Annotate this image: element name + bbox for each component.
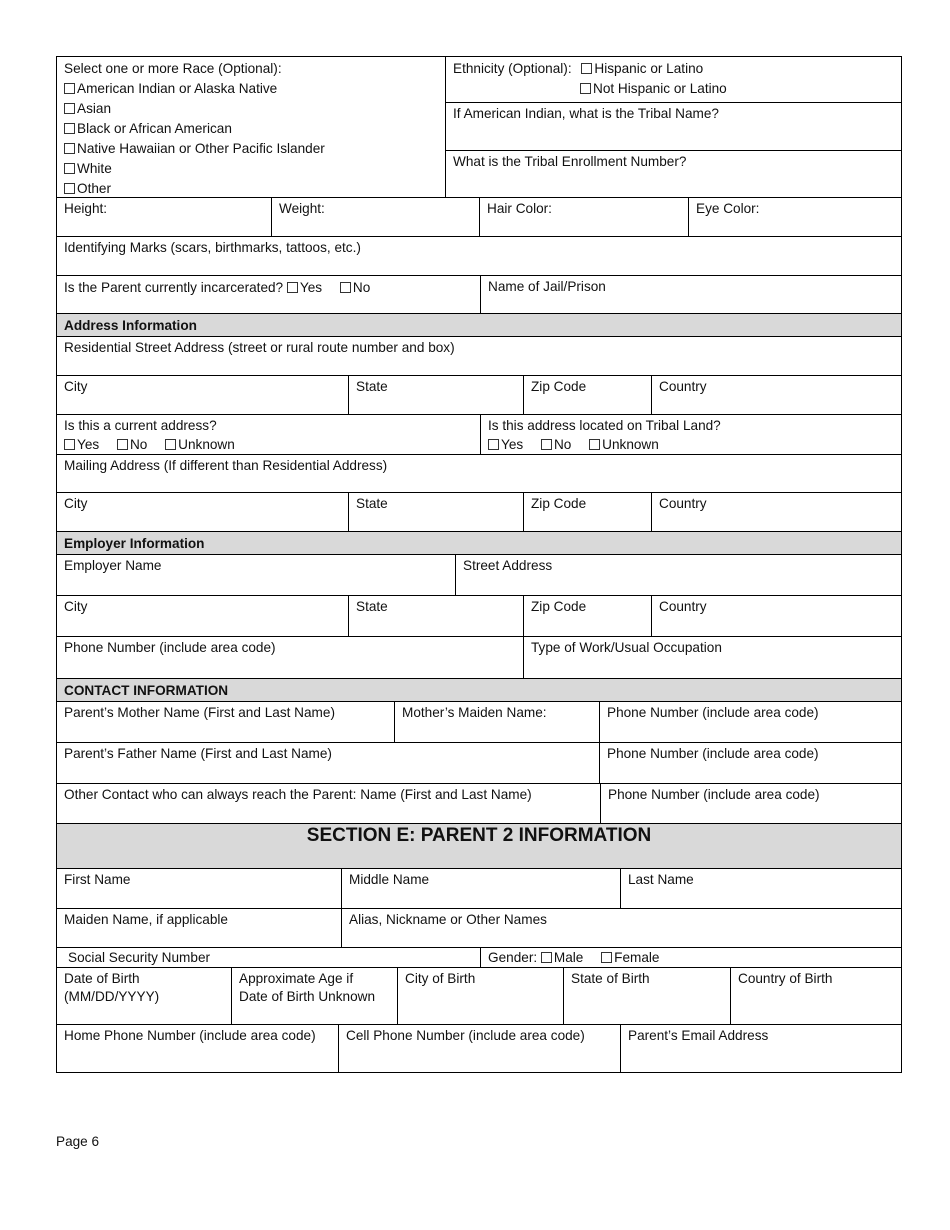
checkbox-icon[interactable] [64,103,75,114]
gender-female[interactable]: Female [601,949,659,967]
city-field[interactable] [57,596,348,636]
mother-row [56,702,902,743]
first-name-label: First Name [64,872,131,887]
state-of-birth-label: State of Birth [571,971,650,986]
checkbox-icon[interactable] [541,952,552,963]
incarcerated-yes[interactable]: Yes [287,279,322,297]
page-number: Page 6 [56,1134,100,1149]
employer-row [56,555,902,596]
employer-phone-field[interactable] [57,637,523,678]
employer-header-row [56,532,902,555]
tribal-no[interactable]: No [541,435,571,454]
parent-information-form [56,56,902,1073]
city-of-birth-label: City of Birth [405,971,476,986]
residential-row [56,337,902,376]
section-e-header-row [56,824,902,869]
country-of-birth-label: Country of Birth [738,971,833,986]
first-name-field[interactable] [57,869,341,908]
current-yes[interactable]: Yes [64,435,99,454]
mother-maiden-field[interactable] [394,702,599,742]
checkbox-icon[interactable] [64,143,75,154]
checkbox-icon[interactable] [117,439,128,450]
tribal-enrollment-field[interactable] [446,151,901,197]
tribal-land-label: Is this address located on Tribal Land? [488,418,721,433]
current-address-field [57,415,480,454]
checkbox-icon[interactable] [580,83,591,94]
email-label: Parent’s Email Address [628,1028,769,1043]
mother-phone-field[interactable] [599,702,901,742]
race-option[interactable]: White [64,159,438,179]
ethnicity-label: Ethnicity (Optional): [453,61,572,76]
birth-row [56,968,902,1025]
mother-phone-label: Phone Number (include area code) [607,705,819,720]
country-label: Country [659,379,707,394]
city-label: City [64,496,88,511]
other-contact-phone-label: Phone Number (include area code) [608,787,820,802]
approx-age-field[interactable] [231,968,397,1024]
dob-format-label: (MM/DD/YYYY) [64,989,160,1004]
cell-phone-field[interactable] [338,1025,620,1072]
employer-name-label: Employer Name [64,558,162,573]
phone-email-row [56,1025,902,1073]
weight-field[interactable] [271,198,479,236]
tribal-yes[interactable]: Yes [488,435,523,454]
city-field[interactable] [57,493,348,531]
mailing-address-label: Mailing Address (If different than Residential Address) [64,458,388,473]
tribal-enrollment-label: What is the Tribal Enrollment Number? [453,154,687,169]
jail-name-field[interactable] [480,276,901,313]
ethnicity-option[interactable]: Hispanic or Latino [581,59,703,79]
state-field[interactable] [348,376,523,414]
other-contact-label: Other Contact who can always reach the Parent: Name (First and Last Name) [64,787,532,802]
maiden-name-field[interactable] [57,909,341,947]
zip-code-field[interactable] [523,376,651,414]
race-label: Select one or more Race (Optional): [64,61,282,76]
checkbox-icon[interactable] [589,439,600,450]
gender-field [480,948,901,967]
checkbox-icon[interactable] [165,439,176,450]
ethnicity-option[interactable]: Not Hispanic or Latino [580,79,727,99]
alias-label: Alias, Nickname or Other Names [349,912,547,927]
eye-color-field[interactable] [688,198,901,236]
cell-phone-label: Cell Phone Number (include area code) [346,1028,585,1043]
identifying-marks-label: Identifying Marks (scars, birthmarks, tattoos, etc.) [64,240,361,255]
checkbox-icon[interactable] [64,183,75,194]
race-option[interactable]: Asian [64,99,438,119]
ethnicity-tribal-cell [445,57,901,197]
zip-code-label: Zip Code [531,599,587,614]
father-phone-field[interactable] [599,743,901,783]
country-label: Country [659,599,707,614]
mother-maiden-label: Mother’s Maiden Name: [402,705,547,720]
weight-label: Weight: [279,201,325,216]
checkbox-icon[interactable] [64,123,75,134]
tribal-name-label: If American Indian, what is the Tribal Name? [453,106,719,121]
ethnicity-field [446,57,901,103]
home-phone-field[interactable] [57,1025,338,1072]
incarceration-row [56,276,902,314]
hair-color-label: Hair Color: [487,201,552,216]
mailing-city-row [56,493,902,532]
state-label: State [356,599,388,614]
state-label: State [356,379,388,394]
last-name-label: Last Name [628,872,694,887]
current-address-label: Is this a current address? [64,418,217,433]
state-field[interactable] [348,596,523,636]
occupation-field[interactable] [523,637,901,678]
approx-age-label: Approximate Age if [239,971,354,986]
checkbox-icon[interactable] [541,439,552,450]
race-option[interactable]: American Indian or Alaska Native [64,79,438,99]
checkbox-icon[interactable] [581,63,592,74]
state-of-birth-field[interactable] [563,968,730,1024]
zip-code-field[interactable] [523,493,651,531]
state-label: State [356,496,388,511]
address-header: Address Information [57,314,901,336]
race-ethnicity-row [56,56,902,198]
ssn-label: Social Security Number [68,950,211,965]
tribal-unknown[interactable]: Unknown [589,435,659,454]
city-label: City [64,599,88,614]
checkbox-icon[interactable] [488,439,499,450]
contact-header-row [56,679,902,702]
incarcerated-no[interactable]: No [340,279,370,297]
employer-phone-label: Phone Number (include area code) [64,640,276,655]
zip-code-field[interactable] [523,596,651,636]
home-phone-label: Home Phone Number (include area code) [64,1028,316,1043]
checkbox-icon[interactable] [340,282,351,293]
residential-address-field[interactable] [57,337,901,375]
father-row [56,743,902,784]
approx-age-label-2: Date of Birth Unknown [239,989,376,1004]
jail-name-label: Name of Jail/Prison [488,279,606,294]
mother-name-label: Parent’s Mother Name (First and Last Name) [64,705,335,720]
occupation-label: Type of Work/Usual Occupation [531,640,722,655]
country-field[interactable] [651,596,901,636]
middle-name-label: Middle Name [349,872,430,887]
gender-label: Gender: [488,950,538,965]
employer-street-field[interactable] [455,555,901,595]
father-name-field[interactable] [57,743,599,783]
checkbox-icon[interactable] [601,952,612,963]
city-field[interactable] [57,376,348,414]
incarcerated-label: Is the Parent currently incarcerated? [64,280,284,295]
checkbox-icon[interactable] [64,163,75,174]
employer-phone-row [56,637,902,679]
employer-street-label: Street Address [463,558,553,573]
identifying-marks-row [56,237,902,276]
middle-name-field[interactable] [341,869,620,908]
dob-label: Date of Birth [64,971,140,986]
father-phone-label: Phone Number (include area code) [607,746,819,761]
country-field[interactable] [651,376,901,414]
last-name-field[interactable] [620,869,901,908]
identifying-marks-field[interactable] [57,237,901,275]
residential-address-label: Residential Street Address (street or rural route number and box) [64,340,455,355]
other-contact-row [56,784,902,824]
checkbox-icon[interactable] [64,83,75,94]
current-unknown[interactable]: Unknown [165,435,235,454]
physical-row [56,198,902,237]
checkbox-icon[interactable] [287,282,298,293]
country-label: Country [659,496,707,511]
residential-city-row [56,376,902,415]
ssn-gender-row [56,948,902,968]
alias-row [56,909,902,948]
mailing-row [56,455,902,493]
country-of-birth-field[interactable] [730,968,901,1024]
address-status-row [56,415,902,455]
city-of-birth-field[interactable] [397,968,563,1024]
tribal-land-field [480,415,901,454]
contact-header: CONTACT INFORMATION [57,679,901,701]
incarcerated-field [57,276,480,313]
dob-field[interactable] [57,968,231,1024]
other-contact-phone-field[interactable] [600,784,901,823]
employer-city-row [56,596,902,637]
ssn-field[interactable] [57,948,480,967]
email-field[interactable] [620,1025,901,1072]
mailing-address-field[interactable] [57,455,901,492]
address-header-row [56,314,902,337]
hair-color-field[interactable] [479,198,688,236]
other-contact-field[interactable] [57,784,600,823]
employer-header: Employer Information [57,532,901,554]
employer-name-field[interactable] [57,555,455,595]
section-e-title: SECTION E: PARENT 2 INFORMATION [57,824,901,868]
height-field[interactable] [57,198,271,236]
zip-code-label: Zip Code [531,379,587,394]
name-row [56,869,902,909]
alias-field[interactable] [341,909,901,947]
height-label: Height: [64,201,108,216]
state-field[interactable] [348,493,523,531]
zip-code-label: Zip Code [531,496,587,511]
race-option[interactable]: Black or African American [64,119,438,139]
mother-name-field[interactable] [57,702,394,742]
tribal-name-field[interactable] [446,103,901,151]
current-no[interactable]: No [117,435,147,454]
checkbox-icon[interactable] [64,439,75,450]
father-name-label: Parent’s Father Name (First and Last Name) [64,746,332,761]
race-option[interactable]: Native Hawaiian or Other Pacific Islander [64,139,438,159]
race-option[interactable]: Other [64,179,438,199]
country-field[interactable] [651,493,901,531]
city-label: City [64,379,88,394]
maiden-name-label: Maiden Name, if applicable [64,912,228,927]
race-cell [57,57,445,197]
eye-color-label: Eye Color: [696,201,760,216]
gender-male[interactable]: Male [541,949,583,967]
